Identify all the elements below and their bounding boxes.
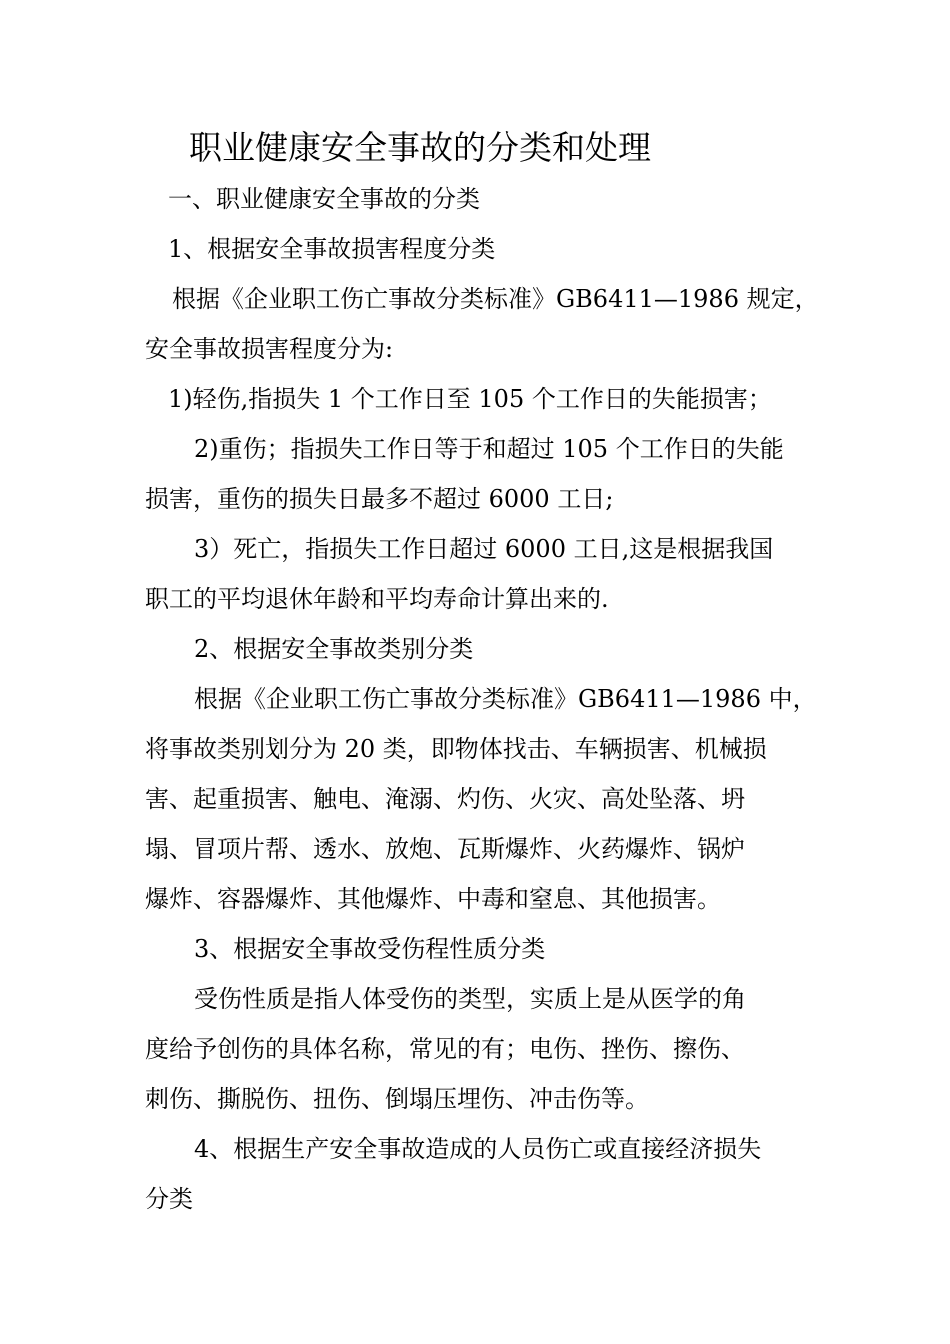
paragraph-line: 安全事故损害程度分为:: [145, 335, 394, 363]
paragraph-line: 根据《企业职工伤亡事故分类标准》GB6411—1986 中，: [194, 685, 817, 713]
paragraph-line: 职工的平均退休年龄和平均寿命计算出来的.: [145, 585, 609, 613]
document-title: 职业健康安全事故的分类和处理: [189, 128, 651, 167]
paragraph-line: 受伤性质是指人体受伤的类型，实质上是从医学的角: [194, 985, 746, 1013]
paragraph-line: 刺伤、撕脱伤、扭伤、倒塌压埋伤、冲击伤等。: [145, 1085, 649, 1113]
list-item-minor-injury: 1)轻伤,指损失 1 个工作日至 105 个工作日的失能损害；: [168, 385, 772, 413]
paragraph-line: 将事故类别划分为 20 类，即物体找击、车辆损害、机械损: [145, 735, 767, 763]
paragraph-line: 损害，重伤的损失日最多不超过 6000 工日;: [145, 485, 614, 513]
list-item-death: 3）死亡，指损失工作日超过 6000 工日,这是根据我国: [194, 535, 774, 563]
subsection-heading-2: 2、根据安全事故类别分类: [194, 635, 474, 663]
section-heading-1: 一、职业健康安全事故的分类: [168, 185, 480, 213]
paragraph-line: 分类: [145, 1185, 193, 1213]
subsection-heading-4: 4、根据生产安全事故造成的人员伤亡或直接经济损失: [194, 1135, 762, 1163]
paragraph-line: 爆炸、容器爆炸、其他爆炸、中毒和窒息、其他损害。: [145, 885, 721, 913]
paragraph-line: 度给予创伤的具体名称，常见的有；电伤、挫伤、擦伤、: [145, 1035, 745, 1063]
paragraph-line: 根据《企业职工伤亡事故分类标准》GB6411—1986 规定，: [172, 285, 819, 313]
list-item-serious-injury: 2)重伤；指损失工作日等于和超过 105 个工作日的失能: [194, 435, 784, 463]
subsection-heading-3: 3、根据安全事故受伤程性质分类: [194, 935, 546, 963]
subsection-heading-1: 1、根据安全事故损害程度分类: [168, 235, 496, 263]
paragraph-line: 害、起重损害、触电、淹溺、灼伤、火灾、高处坠落、坍: [145, 785, 745, 813]
paragraph-line: 塌、冒项片帮、透水、放炮、瓦斯爆炸、火药爆炸、锅炉: [145, 835, 745, 863]
